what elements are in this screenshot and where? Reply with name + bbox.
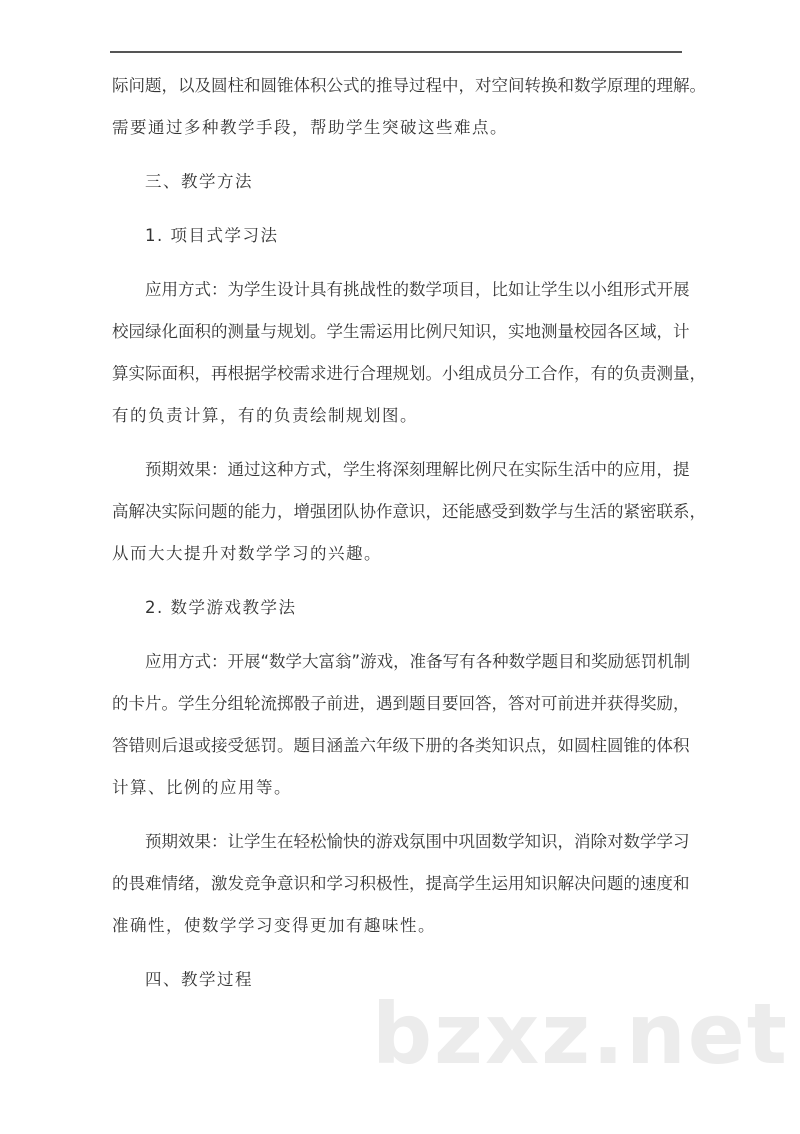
body-line: 有的负责计算，有的负责绘制规划图。 — [112, 406, 418, 425]
body-line: 答错则后退或接受惩罚。题目涵盖六年级下册的各类知识点，如圆柱圆锥的体积 — [112, 736, 690, 755]
body-line: 准确性，使数学学习变得更加有趣味性。 — [112, 916, 436, 935]
body-line: 校园绿化面积的测量与规划。学生需运用比例尺知识，实地测量校园各区域，计 — [112, 322, 690, 341]
section-heading: 四、教学过程 — [145, 970, 253, 989]
body-line: 际问题，以及圆柱和圆锥体积公式的推导过程中，对空间转换和数学原理的理解。 — [112, 76, 706, 95]
body-line: 计算、比例的应用等。 — [112, 778, 292, 797]
body-line: 的畏难情绪，激发竞争意识和学习积极性，提高学生运用知识解决问题的速度和 — [112, 874, 690, 893]
watermark: bzxz.net — [372, 985, 789, 1083]
body-line: 应用方式：为学生设计具有挑战性的数学项目，比如让学生以小组形式开展 — [145, 280, 690, 299]
body-line: 的卡片。学生分组轮流掷骰子前进，遇到题目要回答，答对可前进并获得奖励， — [112, 694, 690, 713]
subsection-heading: 2. 数学游戏教学法 — [145, 598, 297, 617]
body-line: 预期效果：通过这种方式，学生将深刻理解比例尺在实际生活中的应用，提 — [145, 460, 690, 479]
body-line: 应用方式：开展“数学大富翁”游戏，准备写有各种数学题目和奖励惩罚机制 — [145, 652, 691, 671]
body-line: 需要通过多种教学手段，帮助学生突破这些难点。 — [112, 118, 508, 137]
body-line: 预期效果：让学生在轻松愉快的游戏氛围中巩固数学知识，消除对数学学习 — [145, 832, 690, 851]
section-heading: 三、教学方法 — [145, 172, 253, 191]
header-rule — [110, 51, 682, 53]
subsection-heading: 1. 项目式学习法 — [145, 226, 279, 245]
body-line: 算实际面积，再根据学校需求进行合理规划。小组成员分工合作，有的负责测量， — [112, 364, 706, 383]
body-line: 高解决实际问题的能力，增强团队协作意识，还能感受到数学与生活的紧密联系， — [112, 502, 706, 521]
body-line: 从而大大提升对数学学习的兴趣。 — [112, 544, 382, 563]
